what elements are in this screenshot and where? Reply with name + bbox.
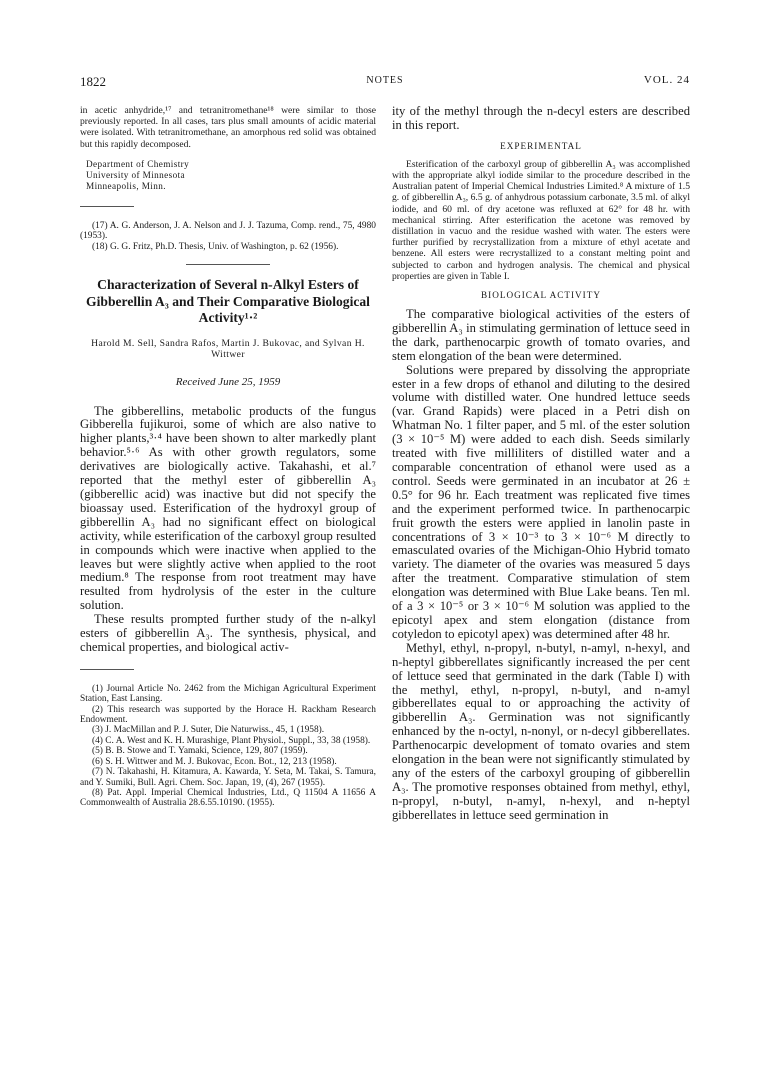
previous-article-end: in acetic anhydride,¹⁷ and tetranitromethane¹⁸ were similar to those previously reported. In all cases, tars plus small amounts of acidic material were isolated. With tetranitromethane, an amorphous red solid was obtained but this rapidly decomposed. bbox=[80, 105, 376, 150]
footnote: (5) B. B. Stowe and T. Yamaki, Science, 129, 807 (1959). bbox=[92, 746, 308, 757]
page-header bbox=[80, 74, 690, 90]
footnote: (1) Journal Article No. 2462 from the Michigan Agricultural Experiment Station, East Lansing. bbox=[80, 683, 376, 705]
intro-paragraph-2: These results prompted further study of the n-alkyl esters of gibberellin A₃. The synthesis, physical, and chemical properties, and biological activ- bbox=[80, 612, 376, 654]
intro-paragraph-1: The gibberellins, metabolic products of the fungus Gibberella fujikuroi, some of which are also native to higher plants,³·⁴ have been shown to alter markedly plant behavior.⁵·⁶ As with other growth regulators, some derivatives are biologically active. Takahashi, et al.⁷ reported that the methyl ester of gibberellin A₃ (gibberellic acid) was inactive but did not specify the bioassay used. Esterification of the hydroxyl group of gibberellin A₃ had no significant effect on biological activity, while esterification of the carboxyl group resulted in compounds which were inactive when applied to the leaves but were slightly active when applied to the root medium.⁸ The response from root treatment may have resulted from hydrolysis of the ester in the culture solution. bbox=[80, 403, 376, 613]
footnote: (4) C. A. West and K. H. Murashige, Plant Physiol., Suppl., 33, 38 (1958). bbox=[92, 735, 371, 746]
experimental-paragraph: Esterification of the carboxyl group of gibberellin A₃ was accomplished with the appropriate alkyl iodide similar to the procedure described in the Australian patent of Imperial Chemical Industries Limited.⁸ A mixture of 1.5 g. of gibberellin A₃, 6.5 g. of anhydrous potassium carbonate, 3.5 ml. of alkyl iodide, and 60 ml. of dry acetone was refluxed at 62° for 48 hr. with mechanical stirring. After esterification the acetone was removed by distillation in vacuo and the residue washed with water. The esters were further purified by recrystallization from a mixture of ethyl acetate and benzene. All esters were recrystallized to a constant melting point and subjected to carbon and hydrogen analysis. The chemical and physical properties are given in Table I. bbox=[392, 158, 690, 282]
article-divider bbox=[186, 264, 270, 265]
affiliation-city: Minneapolis, Minn. bbox=[86, 180, 166, 191]
footnote-18: (18) G. G. Fritz, Ph.D. Thesis, Univ. of Washington, p. 62 (1956). bbox=[92, 241, 339, 252]
footnote-divider bbox=[80, 206, 134, 207]
footnote: (7) N. Takahashi, H. Kitamura, A. Kawarda, Y. Seta, M. Takai, S. Tamura, and Y. Sumiki, Bull. Agri. Chem. Soc. Japan, 19, (4), 267 (1955). bbox=[80, 767, 376, 788]
footnote: (2) This research was supported by the Horace H. Rackham Research Endowment. bbox=[80, 704, 376, 726]
footnote-17: (17) A. G. Anderson, J. A. Nelson and J. J. Tazuma, Comp. rend., 75, 4980 (1953). bbox=[80, 220, 376, 242]
right-column bbox=[392, 105, 690, 823]
footnote: (8) Pat. Appl. Imperial Chemical Industries, Ltd., Q 11504 A 11656 A Commonwealth of Australia 28.6.55.10190. (1955). bbox=[80, 787, 376, 809]
affiliation-university: University of Minnesota bbox=[86, 169, 186, 180]
footnote: (3) J. MacMillan and P. J. Suter, Die Naturwiss., 45, 1 (1958). bbox=[92, 725, 325, 736]
article-authors: Harold M. Sell, Sandra Rafos, Martin J. Bukovac, and Sylvan H. Wittwer bbox=[91, 337, 365, 360]
page-number: 1822 bbox=[80, 74, 106, 89]
biological-paragraph-3: Methyl, ethyl, n-propyl, n-butyl, n-amyl, n-hexyl, and n-heptyl gibberellates significantly increased the per cent of lettuce seed that germinated in the dark (Table I) with the methyl, ethyl, n-propyl, n-butyl, and n-amyl gibberellates equal to or approaching the activity of gibberellin A₃. Germination was not significantly enhanced by the n-octyl, n-nonyl, or n-decyl gibberellates. Parthenocarpic development of tomato ovaries and stem elongation in the bean were not significantly stimulated by any of the esters of the carboxyl grouping of gibberellin A₃. The promotive responses obtained from methyl, ethyl, n-propyl, n-butyl, n-amyl, n-hexyl, and n-heptyl gibberellates in lettuce seed germination in bbox=[392, 640, 690, 822]
footnote: (6) S. H. Wittwer and M. J. Bukovac, Econ. Bot., 12, 213 (1958). bbox=[92, 756, 337, 767]
footnotes-list bbox=[80, 684, 376, 809]
volume-label: VOL. 24 bbox=[643, 74, 690, 86]
affiliation-block bbox=[86, 159, 376, 192]
biological-paragraph-2: Solutions were prepared by dissolving the appropriate ester in a few drops of ethanol and diluting to the desired volume with distilled water. One hundred lettuce seeds (var. Grand Rapids) were placed in a Petri dish on Whatman No. 1 filter paper, and 5 ml. of the ester solution (3 × 10⁻⁵ M) were added to each dish. Seeds similarly treated with five milliliters of distilled water and a comparable concentration of ethanol were used as a control. Seeds were germinated in an incubator at 26 ± 0.5° for 96 hr. Each treatment was replicated five times and the experiment performed twice. In parthenocarpic fruit growth the esters were applied in lanolin paste in concentrations of 3 × 10⁻³ to 3 × 10⁻⁶ M directly to emasculated ovaries of the Michigan-Ohio Hybrid tomato variety. The diameter of the ovaries was measured 5 days after the treatment. Comparative stimulation of stem elongation was determined with Blue Lake beans. Ten ml. of a 3 × 10⁻⁵ or 3 × 10⁻⁶ M solution was applied to the epicotyl apex and stem elongation (distance from cotyledon to epicotyl apex) was determined after 48 hr. bbox=[392, 362, 690, 641]
section-name: NOTES bbox=[366, 75, 404, 86]
section-heading-experimental: EXPERIMENTAL bbox=[500, 140, 582, 151]
intro-continuation: ity of the methyl through the n-decyl esters are described in this report. bbox=[392, 104, 690, 132]
left-column bbox=[80, 105, 376, 809]
biological-paragraph-1: The comparative biological activities of the esters of gibberellin A₃ in stimulating germination of lettuce seed in the dark, parthenocarpic growth of tomato ovaries, and stem elongation of the bean were determined. bbox=[392, 307, 690, 363]
footnote-divider bbox=[80, 669, 134, 670]
section-heading-biological-activity: BIOLOGICAL ACTIVITY bbox=[481, 290, 601, 301]
affiliation-department: Department of Chemistry bbox=[86, 158, 190, 169]
article-title: Characterization of Several n-Alkyl Esters of Gibberellin A₃ and Their Comparative Biological Activity¹·² bbox=[86, 277, 370, 326]
received-date: Received June 25, 1959 bbox=[175, 375, 281, 388]
